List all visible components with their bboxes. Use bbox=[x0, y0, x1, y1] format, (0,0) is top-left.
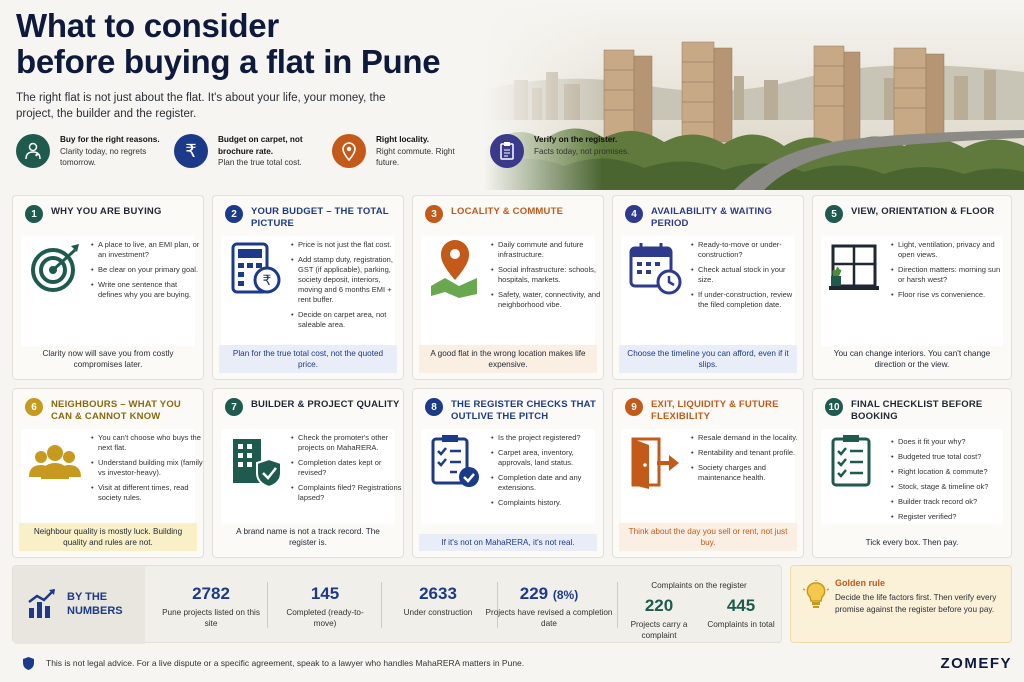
disclaimer: This is not legal advice. For a live dispute or a specific agreement, speak to a lawyer who handles MahaRERA matters in Pune. bbox=[46, 658, 525, 668]
footer bbox=[12, 652, 1012, 676]
card-footer: Plan for the true total cost, not the quoted price. bbox=[219, 345, 397, 373]
shield-icon bbox=[22, 656, 35, 676]
golden-rule: Golden rule Decide the life factors first. Then verify every promise against the register before you pay. bbox=[790, 565, 1012, 643]
calculator-icon bbox=[227, 238, 283, 298]
card-bullets: • Resale demand in the locality. • Rentability and tenant profile. • Society charges and maintenance health. bbox=[691, 433, 803, 488]
card-neighbours: 6 NEIGHBOURS – WHAT YOU CAN & CANNOT KNOW • You can't choose who buys the next flat. • Understand building mix (family vs investor-heavy). • Visit at different times, read society rules. Neighbour quality is mostly luck. Building quality and rules are not. bbox=[12, 388, 204, 558]
page-title: What to consider before buying a flat in Pune bbox=[16, 7, 441, 80]
rupee-icon: ₹ bbox=[174, 134, 208, 168]
card-bullets: • Price is not just the flat cost. • Add stamp duty, registration, GST (if applicable), parking, society deposit, interiors, moving and 6 months EMI + rent buffer. • Decide on carpet area, not saleable area. bbox=[291, 240, 403, 335]
bar-chart-icon bbox=[27, 588, 57, 625]
stat-revised-completion: 229 (8%) Projects have revised a completion date bbox=[485, 584, 613, 628]
card-availability: 4 AVAILABILITY & WAITING PERIOD • Ready-to-move or under-construction? • Check actual stock in your size. • If under-construction, review the filed completion date. Choose the timeline you can afford, even if it slips. bbox=[612, 195, 804, 380]
complaints-section: Complaints on the register bbox=[651, 581, 747, 590]
card-bullets: • Check the promoter's other projects on MahaRERA. • Completion dates kept or revised? • Complaints filed? Registrations lapsed? bbox=[291, 433, 403, 508]
calendar-clock-icon bbox=[627, 238, 683, 298]
brand-logo: ZOMEFY bbox=[940, 655, 1012, 672]
clipboard-icon bbox=[490, 134, 524, 168]
page-subtitle: The right flat is not just about the flat. It's about your life, your money, the project, the builder and the register. bbox=[16, 92, 386, 120]
card-bullets: • Ready-to-move or under-construction? • Check actual stock in your size. • If under-construction, review the filed completion date. bbox=[691, 240, 803, 315]
stat-total-projects: 2782 Pune projects listed on this site bbox=[162, 584, 260, 628]
building-shield-icon bbox=[227, 431, 283, 491]
card-why-buying: 1 WHY YOU ARE BUYING • A place to live, an EMI plan, or an investment? • Be clear on your primary goal. • Write one sentence that defines why you are buying. Clarity now will save you from costly compromises later. bbox=[12, 195, 204, 380]
card-budget: 2 YOUR BUDGET – THE TOTAL PICTURE ₹ • Price is not just the flat cost. • Add stamp duty, registration, GST (if applicable), parking, society deposit, interiors, moving and 6 months EMI + rent buffer. • Decide on carpet area, not saleable area. Plan for the true total cost, not the quoted price. bbox=[212, 195, 404, 380]
stat-projects-complaint: 220 Projects carry a complaint bbox=[630, 596, 688, 640]
hero bbox=[0, 0, 1024, 190]
people-icon bbox=[27, 431, 83, 491]
card-footer: Neighbour quality is mostly luck. Building quality and rules are not. bbox=[19, 523, 197, 551]
card-locality: 3 LOCALITY & COMMUTE • Daily commute and future infrastructure. • Social infrastructure: schools, hospitals, markets. • Safety, water, connectivity, and neighborhood vibe. A good flat in the wrong location makes life expensive. bbox=[412, 195, 604, 380]
location-pin-icon bbox=[332, 134, 366, 168]
checklist-icon bbox=[427, 431, 483, 491]
card-footer: Tick every box. Then pay. bbox=[865, 538, 959, 547]
card-bullets: • A place to live, an EMI plan, or an investment? • Be clear on your primary goal. • Write one sentence that defines why you are buying. bbox=[91, 240, 203, 305]
exit-door-icon bbox=[627, 431, 683, 491]
pillar-budget: ₹ Budget on carpet, not brochure rate. Plan the true total cost. bbox=[174, 134, 322, 169]
stat-total-complaints: 445 Complaints in total bbox=[707, 596, 775, 629]
card-final-checklist: 10 FINAL CHECKLIST BEFORE BOOKING • Does it fit your why? • Budgeted true total cost? • Right location & commute? • Stock, stage & timeline ok? • Builder track record ok? • Register verified? Tick every box. Then pay. bbox=[812, 388, 1012, 558]
card-bullets: • Daily commute and future infrastructure. • Social infrastructure: schools, hospitals, markets. • Safety, water, connectivity, and neighborhood vibe. bbox=[491, 240, 603, 315]
card-footer: Choose the timeline you can afford, even if it slips. bbox=[619, 345, 797, 373]
pillar-reasons: Buy for the right reasons. Clarity today, no regrets tomorrow. bbox=[16, 134, 164, 169]
card-view: 5 VIEW, ORIENTATION & FLOOR • Light, ventilation, privacy and open views. • Direction matters: morning sun or harsh west? • Floor rise vs convenience. You can change interiors. You can't change direction or the view. bbox=[812, 195, 1012, 380]
person-heart-icon bbox=[16, 134, 50, 168]
pillar-register: Verify on the register. Facts today, not promises. bbox=[490, 134, 638, 169]
card-footer: If it's not on MahaRERA, it's not real. bbox=[419, 534, 597, 551]
stat-under-construction: 2633 Under construction bbox=[403, 584, 473, 617]
card-bullets: • Light, ventilation, privacy and open views. • Direction matters: morning sun or harsh west? • Floor rise vs convenience. bbox=[891, 240, 1003, 305]
card-bullets: • Does it fit your why? • Budgeted true total cost? • Right location & commute? • Stock, stage & timeline ok? • Builder track record ok? • Register verified? bbox=[891, 437, 1003, 527]
card-bullets: • Is the project registered? • Carpet area, inventory, approvals, land status. • Completion date and any extensions. • Complaints history. bbox=[491, 433, 603, 513]
card-exit: 9 EXIT, LIQUIDITY & FUTURE FLEXIBILITY • Resale demand in the locality. • Rentability and tenant profile. • Society charges and maintenance health. Think about the day you sell or rent, not just buy. bbox=[612, 388, 804, 558]
card-footer: Clarity now will save you from costly compromises later. bbox=[42, 349, 174, 369]
card-footer: A brand name is not a track record. The register is. bbox=[236, 527, 380, 547]
svg-text:₹: ₹ bbox=[262, 273, 272, 289]
card-footer: A good flat in the wrong location makes life expensive. bbox=[419, 345, 597, 373]
checklist-icon bbox=[827, 431, 883, 491]
card-register-checks: 8 THE REGISTER CHECKS THAT OUTLIVE THE PITCH • Is the project registered? • Carpet area, inventory, approvals, land status. • Completion date and any extensions. • Complaints history. If it's not on MahaRERA, it's not real. bbox=[412, 388, 604, 558]
card-bullets: • You can't choose who buys the next flat. • Understand building mix (family vs investor-heavy). • Visit at different times, read society rules. bbox=[91, 433, 203, 508]
key-pillars bbox=[16, 134, 648, 169]
numbers-heading: BY THE NUMBERS bbox=[67, 591, 123, 617]
pillar-locality: Right locality. Right commute. Right future. bbox=[332, 134, 480, 169]
lightbulb-icon bbox=[803, 580, 829, 615]
window-icon bbox=[827, 238, 883, 298]
target-icon bbox=[27, 238, 83, 298]
card-builder: 7 BUILDER & PROJECT QUALITY • Check the promoter's other projects on MahaRERA. • Completion dates kept or revised? • Complaints filed? Registrations lapsed? A brand name is not a track record. The register is. bbox=[212, 388, 404, 558]
card-footer: You can change interiors. You can't change direction or the view. bbox=[833, 349, 991, 369]
by-the-numbers bbox=[12, 565, 782, 643]
stat-completed: 145 Completed (ready-to-move) bbox=[286, 584, 364, 628]
map-pin-icon bbox=[427, 238, 483, 298]
card-footer: Think about the day you sell or rent, not just buy. bbox=[619, 523, 797, 551]
